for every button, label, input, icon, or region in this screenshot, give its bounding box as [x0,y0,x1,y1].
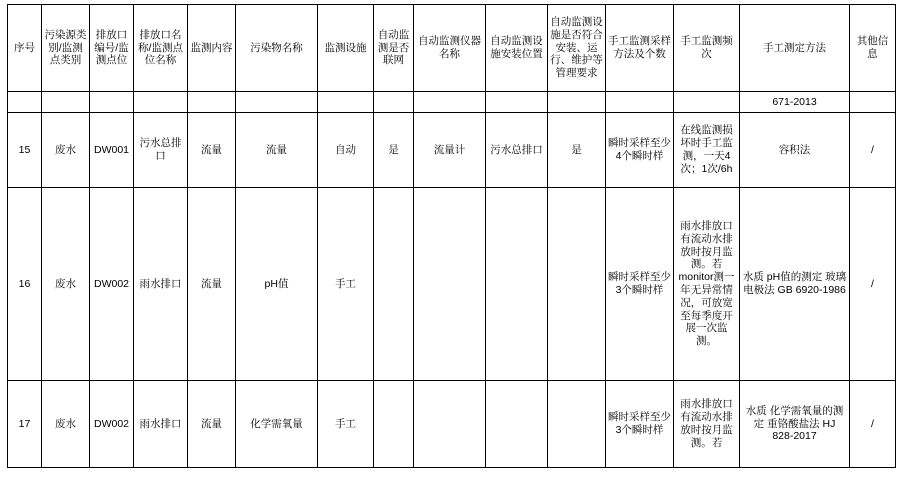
header-cell-install-position: 自动监测设施安装位置 [486,5,548,92]
cell-no: 16 [8,188,42,381]
cell-install-position [486,188,548,381]
cell-pollutant: 化学需氧量 [236,381,318,468]
cell-frequency: 在线监测损坏时手工监测，一天4次；1次/6h [674,113,740,188]
cell-instrument [414,92,486,113]
cell-content [188,92,236,113]
cell-outlet-code [90,92,134,113]
header-cell-source-type: 污染源类别/监测点类别 [42,5,90,92]
cell-outlet-name: 雨水排口 [134,381,188,468]
table-row [8,188,896,381]
cell-pollutant: pH值 [236,188,318,381]
cell-networked [374,188,414,381]
cell-instrument [414,188,486,381]
cell-frequency: 雨水排放口有流动水排放时按月监测。若monitor测一年无异常情况，可放宽至每季度开展一次监测。 [674,188,740,381]
monitoring-plan-table [7,4,896,468]
cell-source-type: 废水 [42,381,90,468]
cell-outlet-code: DW002 [90,188,134,381]
cell-instrument: 流量计 [414,113,486,188]
header-cell-frequency: 手工监测频次 [674,5,740,92]
table-row [8,381,896,468]
cell-content: 流量 [188,188,236,381]
header-cell-pollutant: 污染物名称 [236,5,318,92]
header-cell-sampling: 手工监测采样方法及个数 [606,5,674,92]
cell-facility: 手工 [318,381,374,468]
cell-outlet-code: DW002 [90,381,134,468]
cell-no: 17 [8,381,42,468]
cell-outlet-name: 污水总排口 [134,113,188,188]
cell-no [8,92,42,113]
cell-other: / [850,188,896,381]
cell-other [850,92,896,113]
cell-content: 流量 [188,113,236,188]
cell-install-position [486,92,548,113]
cell-networked: 是 [374,113,414,188]
cell-compliant [548,381,606,468]
cell-method: 671-2013 [740,92,850,113]
header-cell-facility: 监测设施 [318,5,374,92]
cell-source-type [42,92,90,113]
cell-content: 流量 [188,381,236,468]
cell-networked [374,381,414,468]
cell-outlet-name: 雨水排口 [134,188,188,381]
header-cell-no: 序号 [8,5,42,92]
header-cell-compliant: 自动监测设施是否符合安装、运行、维护等管理要求 [548,5,606,92]
cell-sampling: 瞬时采样至少3个瞬时样 [606,188,674,381]
cell-sampling: 瞬时采样至少3个瞬时样 [606,381,674,468]
header-cell-instrument: 自动监测仪器名称 [414,5,486,92]
cell-sampling [606,92,674,113]
cell-frequency [674,92,740,113]
header-row [8,5,896,92]
cell-install-position [486,381,548,468]
table-body [8,92,896,468]
cell-networked [374,92,414,113]
cell-method: 容积法 [740,113,850,188]
cell-compliant: 是 [548,113,606,188]
cell-sampling: 瞬时采样至少4个瞬时样 [606,113,674,188]
cell-compliant [548,188,606,381]
cell-frequency: 雨水排放口有流动水排放时按月监测。若 [674,381,740,468]
cell-source-type: 废水 [42,188,90,381]
cell-method: 水质 化学需氧量的测定 重铬酸盐法 HJ 828-2017 [740,381,850,468]
cell-pollutant [236,92,318,113]
cell-no: 15 [8,113,42,188]
cell-facility: 手工 [318,188,374,381]
table-header [8,5,896,92]
cell-outlet-name [134,92,188,113]
cell-other: / [850,113,896,188]
cell-instrument [414,381,486,468]
cell-outlet-code: DW001 [90,113,134,188]
cell-pollutant: 流量 [236,113,318,188]
cell-facility: 自动 [318,113,374,188]
header-cell-outlet-code: 排放口编号/监测点位 [90,5,134,92]
table-row [8,113,896,188]
cell-facility [318,92,374,113]
cell-source-type: 废水 [42,113,90,188]
header-cell-content: 监测内容 [188,5,236,92]
header-cell-method: 手工测定方法 [740,5,850,92]
table-row [8,92,896,113]
cell-compliant [548,92,606,113]
cell-other: / [850,381,896,468]
header-cell-outlet-name: 排放口名称/监测点位名称 [134,5,188,92]
cell-install-position: 污水总排口 [486,113,548,188]
cell-method: 水质 pH值的测定 玻璃电极法 GB 6920-1986 [740,188,850,381]
header-cell-networked: 自动监测是否联网 [374,5,414,92]
header-cell-other: 其他信息 [850,5,896,92]
